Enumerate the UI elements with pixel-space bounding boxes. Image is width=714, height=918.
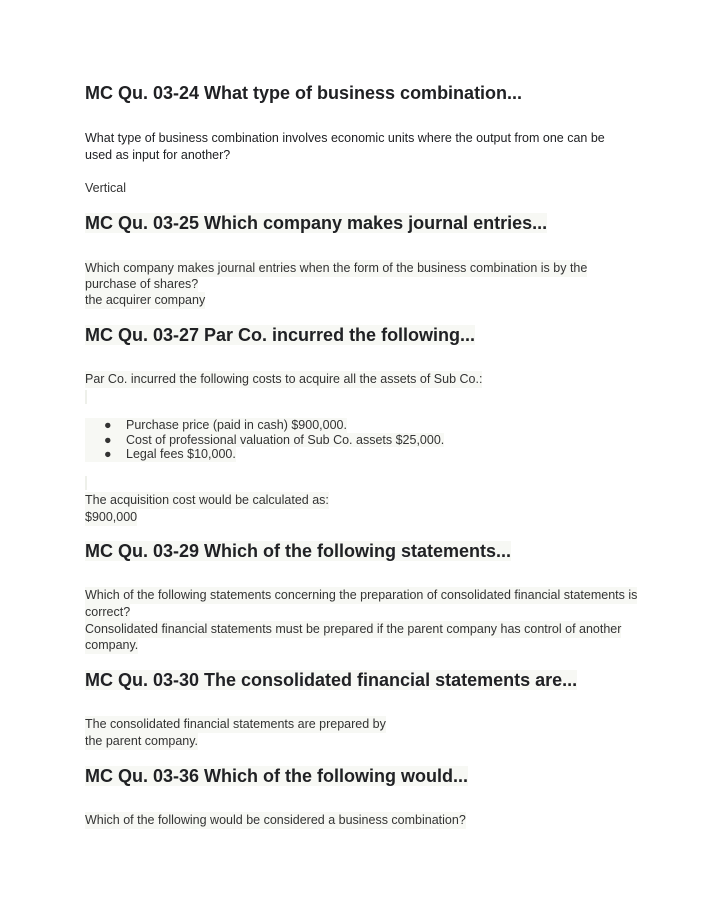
list-item: ● Legal fees $10,000. xyxy=(85,447,236,462)
bullet-icon: ● xyxy=(104,432,112,447)
bullet-icon: ● xyxy=(104,447,112,461)
question-text: Which of the following would be considered a business combination? xyxy=(85,813,466,827)
section-heading: MC Qu. 03-24 What type of business combination... xyxy=(85,83,523,103)
section-heading: MC Qu. 03-30 The consolidated financial statements are... xyxy=(85,670,578,690)
list-item: ● Purchase price (paid in cash) $900,000. xyxy=(85,418,347,433)
section-heading: MC Qu. 03-27 Par Co. incurred the following... xyxy=(85,325,476,345)
section-heading: MC Qu. 03-36 Which of the following would... xyxy=(85,766,468,786)
question-text: purchase of shares? xyxy=(85,277,199,291)
answer-text: the parent company. xyxy=(85,734,199,748)
question-text: Par Co. incurred the following costs to acquire all the assets of Sub Co.: xyxy=(85,372,483,386)
question-text: The acquisition cost would be calculated as: xyxy=(85,493,329,507)
question-text: correct? xyxy=(85,605,131,619)
answer-text: $900,000 xyxy=(85,510,138,524)
section-heading: MC Qu. 03-25 Which company makes journal entries... xyxy=(85,213,548,233)
answer-text: Consolidated financial statements must be prepared if the parent company has control of another xyxy=(85,622,622,636)
section-heading: MC Qu. 03-29 Which of the following statements... xyxy=(85,541,512,561)
list-item: ● Cost of professional valuation of Sub Co. assets $25,000. xyxy=(85,433,444,448)
cost-list xyxy=(85,418,444,462)
question-text: Which of the following statements concerning the preparation of consolidated financial statements is xyxy=(85,588,638,602)
question-text: used as input for another? xyxy=(85,148,231,162)
question-text: The consolidated financial statements are prepared by xyxy=(85,717,386,731)
spacer-bar xyxy=(85,390,87,404)
question-text: What type of business combination involves economic units where the output from one can be xyxy=(85,131,605,145)
spacer-bar xyxy=(85,476,87,490)
answer-text: company. xyxy=(85,638,139,652)
question-text: Which company makes journal entries when the form of the business combination is by the xyxy=(85,261,588,275)
answer-text: the acquirer company xyxy=(85,293,206,307)
answer-text: Vertical xyxy=(85,181,126,195)
bullet-icon: ● xyxy=(104,418,112,432)
